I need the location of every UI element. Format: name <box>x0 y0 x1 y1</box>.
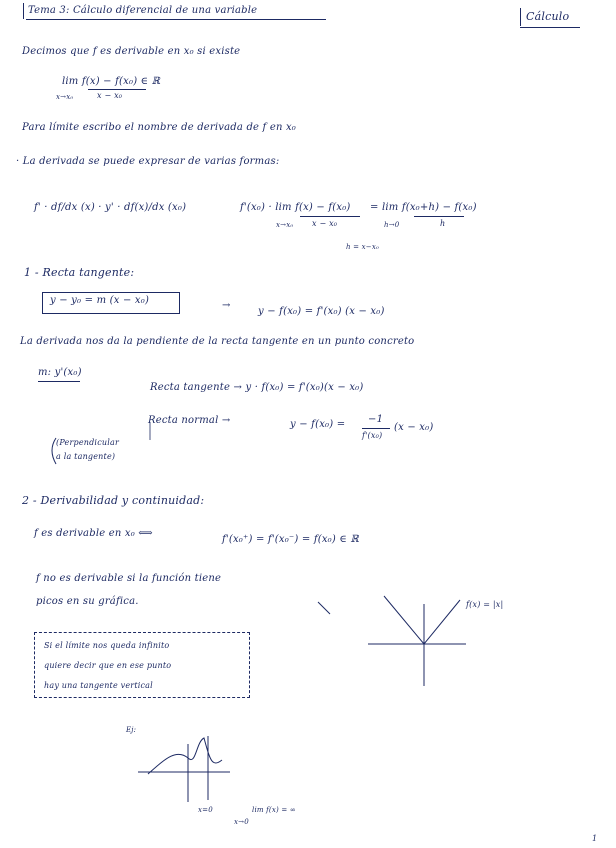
tangent-line-equation: Recta tangente → y · f(x₀) = f'(x₀)(x − x₀) <box>150 382 364 393</box>
expression-intro: · La derivada se puede expresar de varias formas: <box>16 156 280 167</box>
note-box-line2: quiere decir que en ese punto <box>44 661 172 670</box>
section2-heading: 2 - Derivabilidad y continuidad: <box>22 494 205 507</box>
forms-subscript-1: x→x₀ <box>276 221 294 229</box>
derivative-h-form: = lim f(x₀+h) − f(x₀) <box>370 202 477 213</box>
subject-label: Cálculo <box>526 10 570 23</box>
limit-expression: lim f(x) − f(x₀) ∈ ℝ <box>62 76 161 87</box>
arrow-small <box>318 602 330 614</box>
limit-subscript: x→x₀ <box>56 93 74 101</box>
forms-subscript-3: h = x−x₀ <box>346 243 379 251</box>
definition-text: Decimos que f es derivable en x₀ si existe <box>22 46 241 57</box>
normal-line-label: Recta normal → <box>148 415 231 426</box>
page-title: Tema 3: Cálculo diferencial de una variable <box>28 5 258 16</box>
derivative-limit-form: f'(x₀) · lim f(x) − f(x₀) <box>240 202 351 213</box>
not-derivable-line2: picos en su gráfica. <box>36 596 139 607</box>
derivability-condition: f'(x₀⁺) = f'(x₀⁻) = f(x₀) ∈ ℝ <box>222 534 359 545</box>
perpendicular-note-line2: a la tangente) <box>56 452 116 461</box>
bottom-point-label: x=0 <box>198 806 213 814</box>
bottom-limit-subscript: x→0 <box>234 818 249 826</box>
slope-description: La derivada nos da la pendiente de la recta tangente en un punto concreto <box>20 336 415 347</box>
abs-function-graph <box>384 596 460 644</box>
abs-function-label: f(x) = |x| <box>466 600 504 609</box>
normal-fraction-denominator: f'(x₀) <box>362 431 383 440</box>
note-box-line1: Si el límite nos queda infinito <box>44 641 170 650</box>
page-number: 1 <box>592 834 598 843</box>
tangent-formula-expanded: y − f(x₀) = f'(x₀) (x − x₀) <box>258 306 385 317</box>
derivative-notations: f' · df/dx (x) · y' · df(x)/dx (x₀) <box>34 202 187 213</box>
forms-subscript-2: h→0 <box>384 221 400 229</box>
derivability-condition-label: f es derivable en x₀ ⟺ <box>34 528 153 539</box>
implication-arrow: → <box>222 300 231 311</box>
tangent-formula: y − y₀ = m (x − x₀) <box>50 295 150 306</box>
slope-definition: m: y'(x₀) <box>38 367 82 378</box>
limit-denominator: x − x₀ <box>97 91 123 100</box>
note-box-line3: hay una tangente vertical <box>44 681 153 690</box>
example-curve <box>148 738 222 774</box>
normal-line-lhs: y − f(x₀) = <box>290 419 346 430</box>
note-paren <box>52 438 56 464</box>
perpendicular-note-line1: (Perpendicular <box>56 438 119 447</box>
normal-line-tail: (x − x₀) <box>394 422 434 433</box>
normal-fraction-numerator: −1 <box>368 414 384 425</box>
section1-heading: 1 - Recta tangente: <box>24 266 135 279</box>
derivative-name-note: Para límite escribo el nombre de derivada de f en x₀ <box>22 122 297 133</box>
not-derivable-line1: f no es derivable si la función tiene <box>36 573 222 584</box>
bottom-limit: lim f(x) = ∞ <box>252 806 296 814</box>
example-label: Ej: <box>126 726 137 734</box>
forms-denominator-1: x − x₀ <box>312 219 338 228</box>
forms-denominator-2: h <box>440 219 446 228</box>
